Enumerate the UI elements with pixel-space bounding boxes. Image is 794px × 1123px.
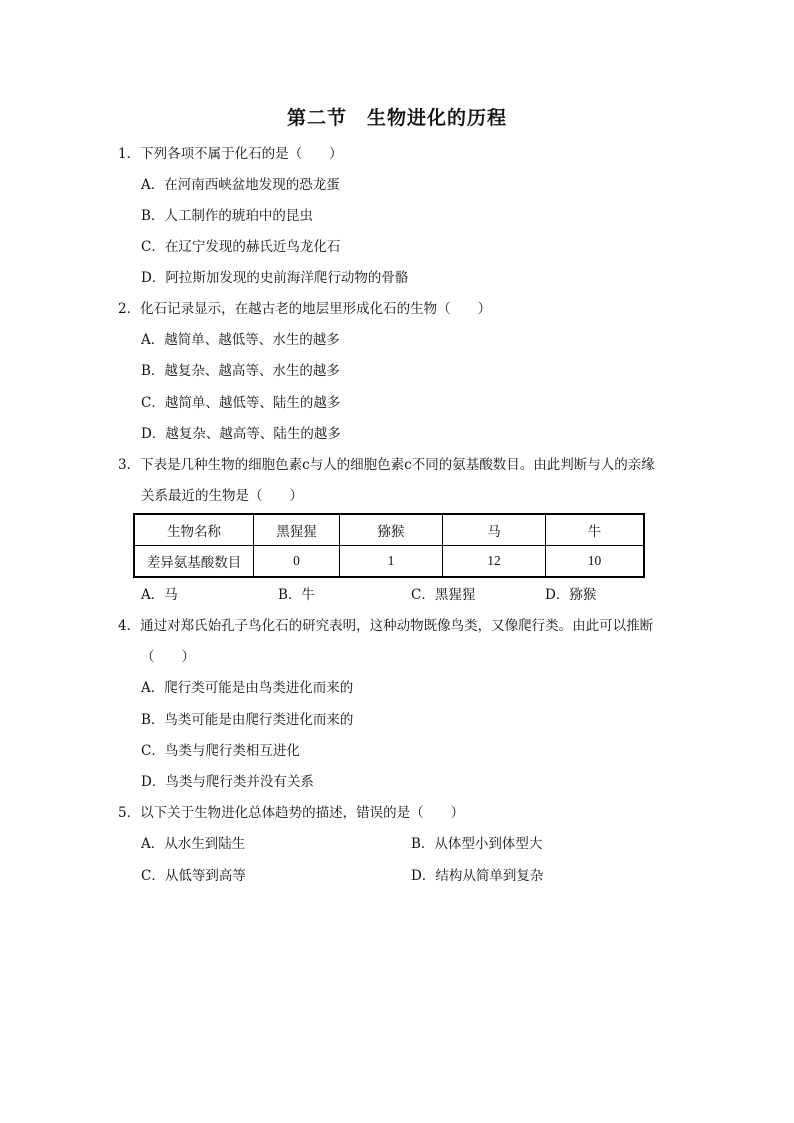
table-cell: 黑猩猩 [254,514,340,546]
question-5-option-b: B．从体型小到体型大 [411,836,543,852]
table-cell: 牛 [546,514,645,546]
table-cell: 0 [254,546,340,578]
question-1-option-c: C．在辽宁发现的赫氏近鸟龙化石 [141,239,341,255]
question-4-stem-line1: 4．通过对郑氏始孔子鸟化石的研究表明，这种动物既像鸟类，又像爬行类。由此可以推断 [118,618,654,634]
question-2-option-c: C．越简单、越低等、陆生的越多 [141,395,341,411]
table-cell: 生物名称 [134,514,254,546]
table-cell: 10 [546,546,645,578]
question-5-option-a: A．从水生到陆生 [141,836,246,852]
table-row [134,546,644,578]
question-4-option-d: D．鸟类与爬行类并没有关系 [141,774,314,790]
question-4-stem-line2: （ ） [141,649,195,665]
question-3-stem-line2: 关系最近的生物是（ ） [141,488,303,504]
question-5-option-d: D．结构从简单到复杂 [411,868,544,884]
question-3-option-a: A．马 [141,587,178,603]
question-3-option-d: D．猕猴 [545,587,597,603]
question-5-option-c: C．从低等到高等 [141,868,246,884]
question-3-stem-line1: 3．下表是几种生物的细胞色素c与人的细胞色素c不同的氨基酸数目。由此判断与人的亲缘 [118,457,655,473]
page-title: 第二节 生物进化的历程 [286,107,507,129]
question-4-option-c: C．鸟类与爬行类相互进化 [141,743,300,759]
table-cell: 猕猴 [340,514,443,546]
table-cell: 1 [340,546,443,578]
table-cell: 马 [443,514,546,546]
question-3-option-c: C．黑猩猩 [411,587,476,603]
question-3-option-b: B．牛 [278,587,315,603]
question-1-option-b: B．人工制作的琥珀中的昆虫 [141,208,313,224]
table-row [134,514,644,546]
question-1-option-a: A．在河南西峡盆地发现的恐龙蛋 [141,177,340,193]
question-1-option-d: D．阿拉斯加发现的史前海洋爬行动物的骨骼 [141,270,409,286]
table-cell: 12 [443,546,546,578]
question-2-stem: 2．化石记录显示，在越古老的地层里形成化石的生物（ ） [118,301,492,317]
question-2-option-d: D．越复杂、越高等、陆生的越多 [141,426,341,442]
question-2-option-a: A．越简单、越低等、水生的越多 [141,332,340,348]
question-4-option-b: B．鸟类可能是由爬行类进化而来的 [141,712,354,728]
question-1-stem: 1．下列各项不属于化石的是（ ） [118,146,343,162]
amino-acid-table [133,513,645,578]
question-2-option-b: B．越复杂、越高等、水生的越多 [141,363,340,379]
question-5-stem: 5．以下关于生物进化总体趋势的描述，错误的是（ ） [118,805,465,821]
table-cell: 差异氨基酸数目 [134,546,254,578]
question-4-option-a: A．爬行类可能是由鸟类进化而来的 [141,680,354,696]
